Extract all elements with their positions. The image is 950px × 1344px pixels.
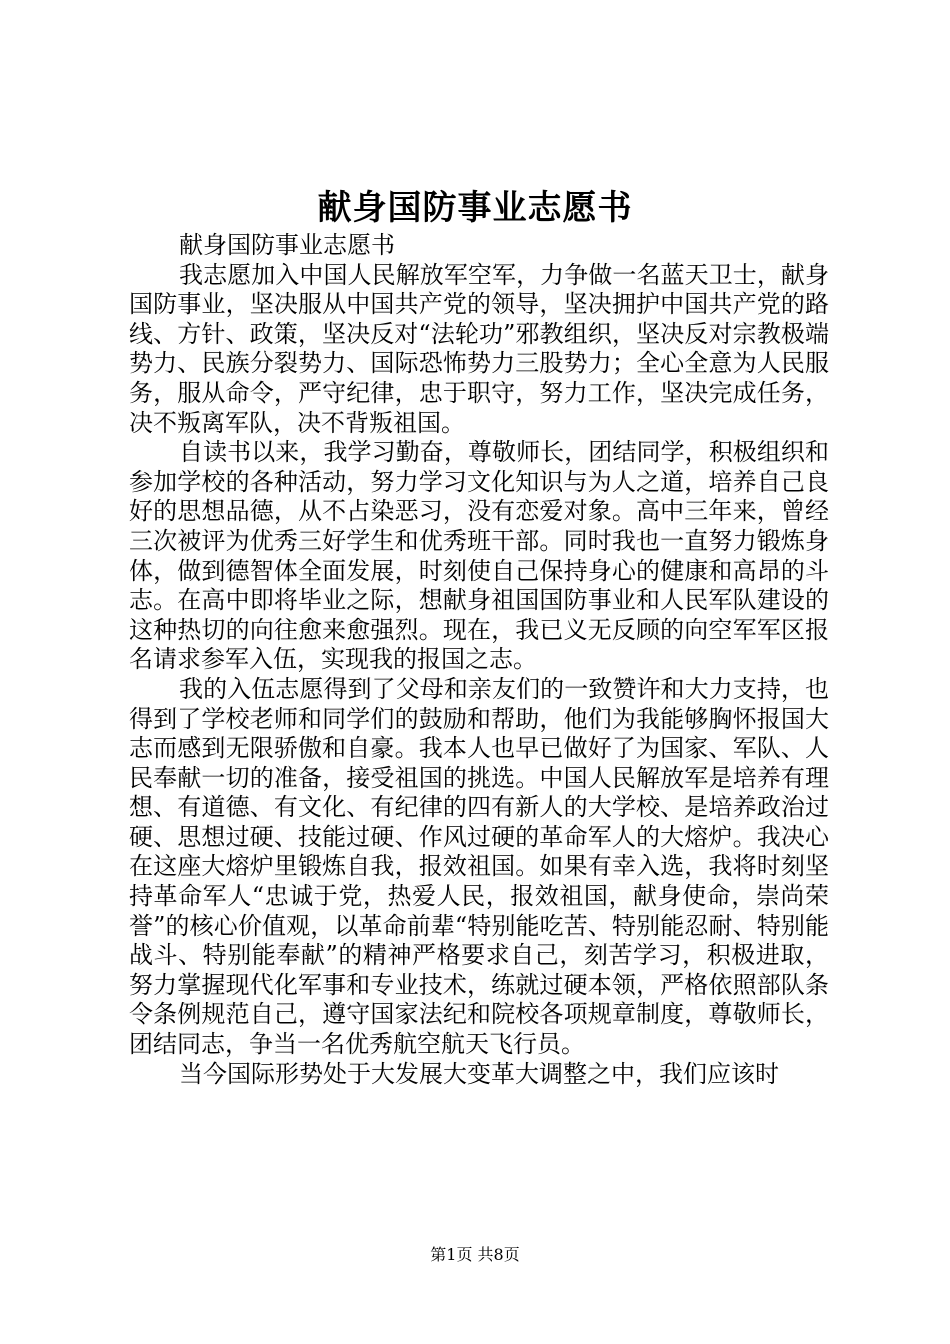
document-title: 献身国防事业志愿书 [317,188,633,228]
document-body [129,231,829,1089]
paragraph: 当今国际形势处于大发展大变革大调整之中，我们应该时 [179,1059,779,1088]
paragraph: 我志愿加入中国人民解放军空军，力争做一名蓝天卫士，献身国防事业，坚决服从中国共产党的领导，坚决拥护中国共产党的路线、方针、政策，坚决反对“法轮功”邪教组织，坚决反对宗教极端势力、民族分裂势力、国际恐怖势力三股势力；全心全意为人民服务，服从命令，严守纪律，忠于职守，努力工作，坚决完成任务，决不叛离军队，决不背叛祖国。 [129,260,829,437]
paragraph: 自读书以来，我学习勤奋，尊敬师长，团结同学，积极组织和参加学校的各种活动，努力学习文化知识与为人之道，培养自己良好的思想品德，从不占染恶习，没有恋爱对象。高中三年来，曾经三次被评为优秀三好学生和优秀班干部。同时我也一直努力锻炼身体，做到德智体全面发展，时刻使自己保持身心的健康和高昂的斗志。在高中即将毕业之际，想献身祖国国防事业和人民军队建设的这种热切的向往愈来愈强烈。现在，我已义无反顾的向空军军区报名请求参军入伍，实现我的报国之志。 [129,438,829,674]
paragraph-subtitle: 献身国防事业志愿书 [179,231,395,259]
page-number-footer: 第1页 共8页 [430,1245,520,1264]
paragraph: 我的入伍志愿得到了父母和亲友们的一致赞许和大力支持，也得到了学校老师和同学们的鼓励和帮助，他们为我能够胸怀报国大志而感到无限骄傲和自豪。我本人也早已做好了为国家、军队、人民奉献一切的准备，接受祖国的挑选。中国人民解放军是培养有理想、有道德、有文化、有纪律的四有新人的大学校、是培养政治过硬、思想过硬、技能过硬、作风过硬的革命军人的大熔炉。我决心在这座大熔炉里锻炼自我，报效祖国。如果有幸入选，我将时刻坚持革命军人“忠诚于党，热爱人民，报效祖国，献身使命，崇尚荣誉”的核心价值观，以革命前辈“特别能吃苦、特别能忍耐、特别能战斗、特别能奉献”的精神严格要求自己，刻苦学习，积极进取，努力掌握现代化军事和专业技术，练就过硬本领，严格依照部队条令条例规范自己，遵守国家法纪和院校各项规章制度，尊敬师长，团结同志，争当一名优秀航空航天飞行员。 [129,674,829,1059]
